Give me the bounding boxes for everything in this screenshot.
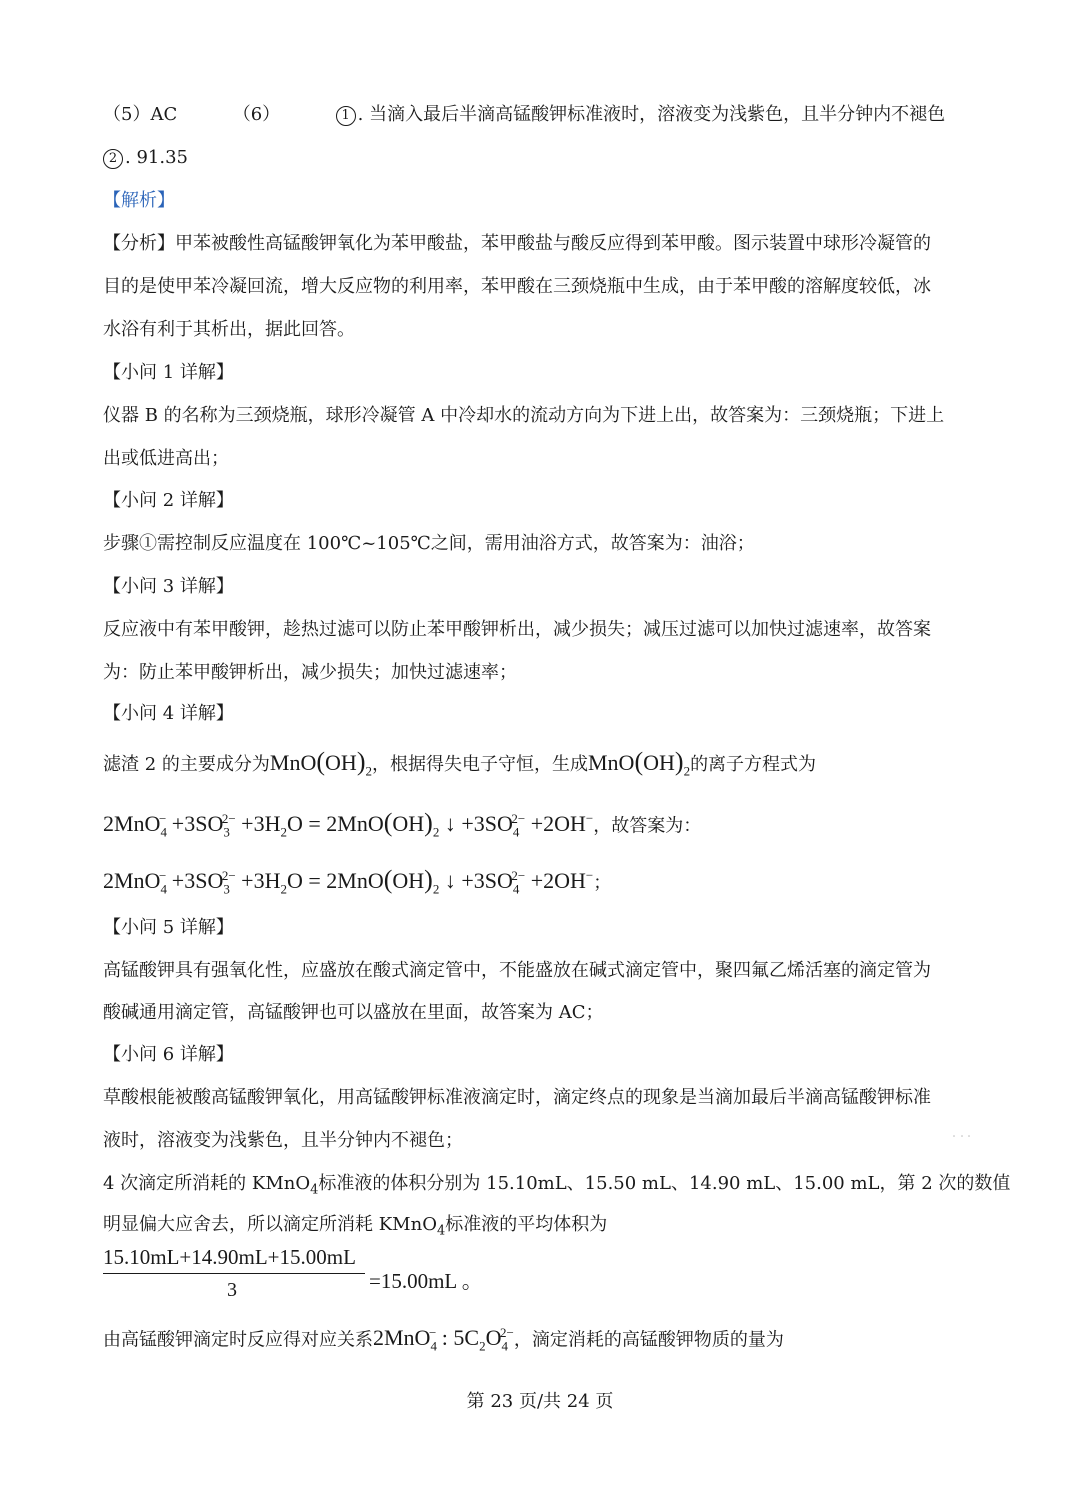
formula-mno-oh2: $MnO(OH)_2$ xyxy=(269,747,372,779)
q3-line-1: 反应液中有苯甲酸钾，趁热过滤可以防止苯甲酸钾析出，减少损失；减压过滤可以加快过滤速率，故答案 xyxy=(103,619,931,640)
analysis-line-1 xyxy=(103,233,931,255)
equation-suffix-2: ； xyxy=(593,872,612,894)
q6-heading: 【小问 6 详解】 xyxy=(103,1044,234,1065)
q6-line-6 xyxy=(103,1322,784,1358)
answer-5: （5）AC xyxy=(103,104,178,125)
q6-text-6a: 由高锰酸钾滴定时反应得对应关系 xyxy=(103,1329,373,1351)
q3-line-2: 为：防止苯甲酸钾析出，减少损失；加快过滤速率； xyxy=(103,662,517,683)
q5-heading: 【小问 5 详解】 xyxy=(103,917,234,938)
q1-heading: 【小问 1 详解】 xyxy=(103,362,234,383)
q5-line-1: 高锰酸钾具有强氧化性，应盛放在酸式滴定管中，不能盛放在碱式滴定管中，聚四氟乙烯活塞的滴定管为 xyxy=(103,960,931,981)
q2-heading: 【小问 2 详解】 xyxy=(103,490,234,511)
q6-text-6b: ，滴定消耗的高锰酸钾物质的量为 xyxy=(513,1329,784,1351)
q4-heading: 【小问 4 详解】 xyxy=(103,703,234,724)
fraction-denominator: 3 xyxy=(227,1279,237,1301)
ionic-equation-2 xyxy=(103,865,611,901)
q6-line-2: 液时，溶液变为浅紫色，且半分钟内不褪色； xyxy=(103,1130,463,1151)
q6-text-4b: 标准液的平均体积为 xyxy=(445,1214,608,1235)
q6-line-3 xyxy=(103,1173,1010,1202)
analysis-line-3: 水浴有利于其析出，据此回答。 xyxy=(103,319,355,340)
fraction-numerator: 15.10mL+14.90mL+15.00mL xyxy=(103,1245,356,1269)
answer-6-2: . 91.35 xyxy=(125,147,188,168)
q5-line-2: 酸碱通用滴定管，高锰酸钾也可以盛放在里面，故答案为 AC； xyxy=(103,1002,604,1023)
q6-text-4a: 明显偏大应舍去，所以滴定所消耗 KMnO xyxy=(103,1214,437,1235)
q3-heading: 【小问 3 详解】 xyxy=(103,576,234,597)
answer-6-label: （6） xyxy=(232,104,281,125)
subscript-4: 4 xyxy=(310,1182,319,1198)
q6-text-3b: 标准液的体积分别为 15.10mL、15.50 mL、14.90 mL、15.00 mL，第 2 次的数值 xyxy=(318,1173,1011,1194)
circled-number-2: 2 xyxy=(103,149,123,169)
q4-line-1 xyxy=(103,747,817,782)
equation-formula: $2MnO_4^- +3SO_3^{2-} +3H_2O = 2MnO(OH)_2$ ↓ $+3SO_4^{2-} +2OH^-$ xyxy=(103,808,594,840)
analysis-text-1: 甲苯被酸性高锰酸钾氧化为苯甲酸盐，苯甲酸盐与酸反应得到苯甲酸。图示装置中球形冷凝管的 xyxy=(175,233,931,254)
q4-text-b: ，根据得失电子守恒，生成 xyxy=(371,754,588,775)
equation-suffix-1: ，故答案为： xyxy=(593,815,702,837)
ratio-formula: 2MnO$_4$− : $5C_2O_4^{2-}$ xyxy=(373,1325,514,1354)
q2-line-1: 步骤①需控制反应温度在 100℃~105℃之间，需用油浴方式，故答案为：油浴； xyxy=(103,533,755,554)
q1-line-1: 仪器 B 的名称为三颈烧瓶，球形冷凝管 A 中冷却水的流动方向为下进上出，故答案为：三颈烧瓶；下进上 xyxy=(103,405,945,426)
fraction-bar xyxy=(103,1273,365,1274)
circled-number-1: 1 xyxy=(336,106,356,126)
formula-mno-oh2: $MnO(OH)_2$ xyxy=(587,747,691,779)
answer-line-6-2 xyxy=(103,147,188,169)
equation-formula: $2MnO_4^- +3SO_3^{2-} +3H_2O = 2MnO(OH)_2$ ↓ $+3SO_4^{2-} +2OH^-$ xyxy=(103,865,594,897)
subscript-4: 4 xyxy=(436,1223,446,1239)
analysis-label: 【分析】 xyxy=(103,233,175,254)
q4-text-c: 的离子方程式为 xyxy=(690,754,817,775)
q1-line-2: 出或低进高出； xyxy=(103,448,229,469)
q6-line-1: 草酸根能被酸高锰酸钾氧化，用高锰酸钾标准液滴定时，滴定终点的现象是当滴加最后半滴高锰酸钾标准 xyxy=(103,1087,931,1108)
q4-text-a: 滤渣 2 的主要成分为 xyxy=(103,754,270,775)
answer-line-5-6 xyxy=(103,104,945,126)
answer-6-1: . 当滴入最后半滴高锰酸钾标准液时，溶液变为浅紫色，且半分钟内不褪色 xyxy=(357,104,946,125)
q6-text-3a: 4 次滴定所消耗的 KMnO xyxy=(103,1173,311,1194)
jiexi-heading: 【解析】 xyxy=(103,190,175,211)
ionic-equation-1 xyxy=(103,808,701,844)
q6-line-4 xyxy=(103,1214,607,1243)
analysis-line-2: 目的是使甲苯冷凝回流，增大反应物的利用率，苯甲酸在三颈烧瓶中生成，由于苯甲酸的溶解度较低，冰 xyxy=(103,276,931,297)
page-footer: 第 23 页/共 24 页 xyxy=(466,1391,614,1412)
scan-speck xyxy=(950,1132,974,1140)
fraction-result: =15.00mL 。 xyxy=(369,1269,483,1293)
